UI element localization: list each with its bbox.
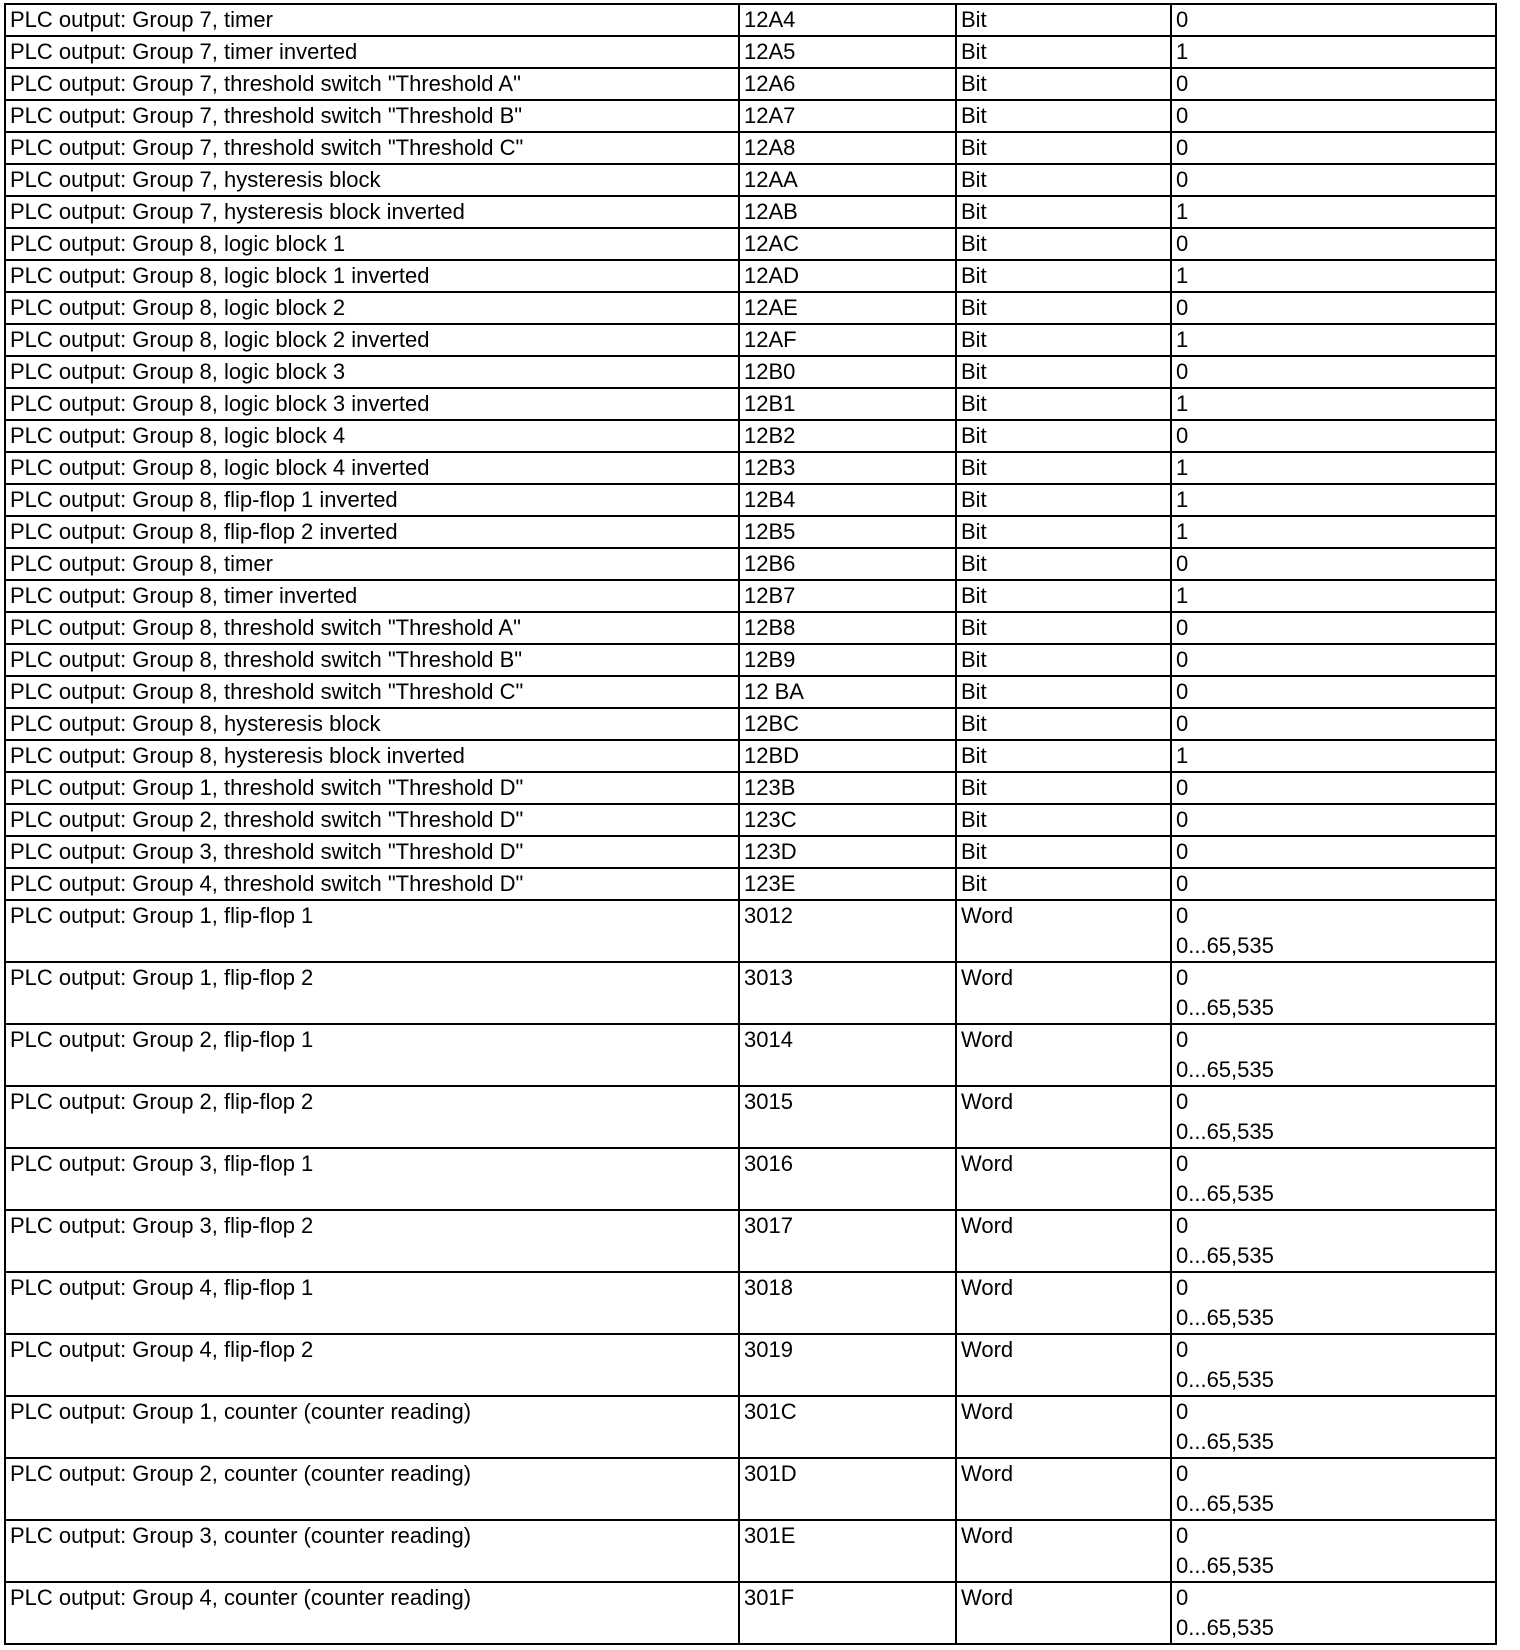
value-cell	[1171, 1334, 1496, 1396]
default-value: 1	[1176, 455, 1189, 480]
data-type-cell: Word	[956, 1148, 1171, 1210]
table-row	[5, 676, 1496, 708]
default-value: 0	[1176, 103, 1189, 128]
data-type-cell: Bit	[956, 420, 1171, 452]
data-type-cell: Bit	[956, 356, 1171, 388]
default-value: 0	[1176, 1585, 1189, 1610]
data-type-cell: Bit	[956, 676, 1171, 708]
address-cell: 12A5	[739, 36, 956, 68]
default-value: 0	[1176, 7, 1189, 32]
table-row	[5, 548, 1496, 580]
value-range: 0...65,535	[1176, 1243, 1274, 1268]
description-cell: PLC output: Group 8, threshold switch "Threshold C"	[5, 676, 739, 708]
address-cell: 301F	[739, 1582, 956, 1644]
default-value: 0	[1176, 679, 1189, 704]
default-value: 1	[1176, 519, 1189, 544]
data-type-cell: Bit	[956, 132, 1171, 164]
description-cell: PLC output: Group 1, threshold switch "Threshold D"	[5, 772, 739, 804]
table-row	[5, 164, 1496, 196]
default-value: 0	[1176, 871, 1189, 896]
table-row	[5, 388, 1496, 420]
value-cell	[1171, 228, 1496, 260]
value-cell	[1171, 900, 1496, 962]
data-type-cell: Bit	[956, 196, 1171, 228]
value-range: 0...65,535	[1176, 1181, 1274, 1206]
data-type-cell: Bit	[956, 292, 1171, 324]
value-range: 0...65,535	[1176, 1057, 1274, 1082]
data-type-cell: Bit	[956, 388, 1171, 420]
data-type-cell: Bit	[956, 644, 1171, 676]
data-type-cell: Bit	[956, 68, 1171, 100]
table-row	[5, 1582, 1496, 1644]
description-cell: PLC output: Group 7, timer	[5, 4, 739, 36]
value-cell	[1171, 1582, 1496, 1644]
default-value: 1	[1176, 583, 1189, 608]
table-row	[5, 1334, 1496, 1396]
description-cell: PLC output: Group 3, flip-flop 1	[5, 1148, 739, 1210]
table-row	[5, 1086, 1496, 1148]
address-cell: 12B1	[739, 388, 956, 420]
data-type-cell: Word	[956, 1210, 1171, 1272]
default-value: 0	[1176, 1027, 1189, 1052]
data-type-cell: Word	[956, 1582, 1171, 1644]
table-row	[5, 1396, 1496, 1458]
table-row	[5, 452, 1496, 484]
description-cell: PLC output: Group 8, hysteresis block	[5, 708, 739, 740]
address-cell: 12AF	[739, 324, 956, 356]
description-cell: PLC output: Group 8, threshold switch "Threshold B"	[5, 644, 739, 676]
data-type-cell: Bit	[956, 804, 1171, 836]
address-cell: 12B0	[739, 356, 956, 388]
table-row	[5, 900, 1496, 962]
address-cell: 123C	[739, 804, 956, 836]
table-row	[5, 962, 1496, 1024]
data-type-cell: Bit	[956, 484, 1171, 516]
description-cell: PLC output: Group 8, hysteresis block inverted	[5, 740, 739, 772]
description-cell: PLC output: Group 8, logic block 3	[5, 356, 739, 388]
default-value: 1	[1176, 391, 1189, 416]
default-value: 0	[1176, 1151, 1189, 1176]
address-cell: 12B5	[739, 516, 956, 548]
address-cell: 3014	[739, 1024, 956, 1086]
address-cell: 3019	[739, 1334, 956, 1396]
description-cell: PLC output: Group 1, flip-flop 2	[5, 962, 739, 1024]
address-cell: 301E	[739, 1520, 956, 1582]
description-cell: PLC output: Group 1, flip-flop 1	[5, 900, 739, 962]
description-cell: PLC output: Group 2, threshold switch "Threshold D"	[5, 804, 739, 836]
value-cell	[1171, 868, 1496, 900]
address-cell: 12BD	[739, 740, 956, 772]
address-cell: 3015	[739, 1086, 956, 1148]
table-row	[5, 612, 1496, 644]
address-cell: 301D	[739, 1458, 956, 1520]
table-row	[5, 484, 1496, 516]
default-value: 0	[1176, 359, 1189, 384]
value-cell	[1171, 612, 1496, 644]
description-cell: PLC output: Group 7, timer inverted	[5, 36, 739, 68]
value-cell	[1171, 164, 1496, 196]
table-row	[5, 1024, 1496, 1086]
description-cell: PLC output: Group 7, hysteresis block inverted	[5, 196, 739, 228]
data-type-cell: Bit	[956, 100, 1171, 132]
table-row	[5, 644, 1496, 676]
value-cell	[1171, 1272, 1496, 1334]
address-cell: 12B4	[739, 484, 956, 516]
value-cell	[1171, 644, 1496, 676]
default-value: 0	[1176, 647, 1189, 672]
table-row	[5, 1458, 1496, 1520]
default-value: 0	[1176, 965, 1189, 990]
data-type-cell: Word	[956, 1272, 1171, 1334]
address-cell: 301C	[739, 1396, 956, 1458]
data-type-cell: Word	[956, 1086, 1171, 1148]
description-cell: PLC output: Group 8, logic block 1 inverted	[5, 260, 739, 292]
table-row	[5, 868, 1496, 900]
table-row	[5, 68, 1496, 100]
description-cell: PLC output: Group 1, counter (counter reading)	[5, 1396, 739, 1458]
value-range: 0...65,535	[1176, 1615, 1274, 1640]
value-range: 0...65,535	[1176, 995, 1274, 1020]
table-row	[5, 132, 1496, 164]
table-row	[5, 100, 1496, 132]
value-cell	[1171, 196, 1496, 228]
description-cell: PLC output: Group 8, logic block 2 inverted	[5, 324, 739, 356]
value-cell	[1171, 962, 1496, 1024]
data-type-cell: Bit	[956, 324, 1171, 356]
table-row	[5, 36, 1496, 68]
value-cell	[1171, 36, 1496, 68]
value-cell	[1171, 292, 1496, 324]
address-cell: 12AE	[739, 292, 956, 324]
address-cell: 12B9	[739, 644, 956, 676]
address-cell: 12B6	[739, 548, 956, 580]
table-row	[5, 228, 1496, 260]
default-value: 0	[1176, 711, 1189, 736]
table-row	[5, 708, 1496, 740]
address-cell: 12BC	[739, 708, 956, 740]
table-row	[5, 324, 1496, 356]
address-cell: 3018	[739, 1272, 956, 1334]
description-cell: PLC output: Group 8, logic block 4 inverted	[5, 452, 739, 484]
default-value: 0	[1176, 615, 1189, 640]
address-cell: 12A8	[739, 132, 956, 164]
value-range: 0...65,535	[1176, 1553, 1274, 1578]
default-value: 0	[1176, 903, 1189, 928]
value-range: 0...65,535	[1176, 1367, 1274, 1392]
data-type-cell: Word	[956, 1334, 1171, 1396]
data-type-cell: Bit	[956, 516, 1171, 548]
data-type-cell: Bit	[956, 4, 1171, 36]
table-row	[5, 1148, 1496, 1210]
default-value: 0	[1176, 1461, 1189, 1486]
value-cell	[1171, 68, 1496, 100]
default-value: 0	[1176, 1399, 1189, 1424]
address-cell: 12B8	[739, 612, 956, 644]
table-row	[5, 1272, 1496, 1334]
default-value: 0	[1176, 1523, 1189, 1548]
address-cell: 12B2	[739, 420, 956, 452]
data-type-cell: Bit	[956, 548, 1171, 580]
data-type-cell: Bit	[956, 580, 1171, 612]
description-cell: PLC output: Group 4, threshold switch "Threshold D"	[5, 868, 739, 900]
default-value: 1	[1176, 199, 1189, 224]
value-cell	[1171, 548, 1496, 580]
address-cell: 3016	[739, 1148, 956, 1210]
data-type-cell: Word	[956, 1396, 1171, 1458]
description-cell: PLC output: Group 8, logic block 3 inverted	[5, 388, 739, 420]
default-value: 0	[1176, 1337, 1189, 1362]
value-cell	[1171, 708, 1496, 740]
value-cell	[1171, 484, 1496, 516]
default-value: 1	[1176, 327, 1189, 352]
description-cell: PLC output: Group 7, threshold switch "Threshold B"	[5, 100, 739, 132]
default-value: 0	[1176, 71, 1189, 96]
default-value: 0	[1176, 167, 1189, 192]
value-cell	[1171, 1024, 1496, 1086]
default-value: 0	[1176, 423, 1189, 448]
value-range: 0...65,535	[1176, 1305, 1274, 1330]
default-value: 0	[1176, 807, 1189, 832]
default-value: 0	[1176, 295, 1189, 320]
data-type-cell: Bit	[956, 36, 1171, 68]
value-cell	[1171, 836, 1496, 868]
default-value: 1	[1176, 487, 1189, 512]
default-value: 0	[1176, 231, 1189, 256]
description-cell: PLC output: Group 8, logic block 4	[5, 420, 739, 452]
table-row	[5, 1210, 1496, 1272]
value-cell	[1171, 772, 1496, 804]
description-cell: PLC output: Group 8, timer inverted	[5, 580, 739, 612]
default-value: 0	[1176, 839, 1189, 864]
description-cell: PLC output: Group 7, hysteresis block	[5, 164, 739, 196]
address-cell: 12AD	[739, 260, 956, 292]
description-cell: PLC output: Group 4, counter (counter reading)	[5, 1582, 739, 1644]
value-range: 0...65,535	[1176, 933, 1274, 958]
address-cell: 123B	[739, 772, 956, 804]
value-cell	[1171, 580, 1496, 612]
description-cell: PLC output: Group 8, flip-flop 1 inverted	[5, 484, 739, 516]
default-value: 0	[1176, 551, 1189, 576]
table-row	[5, 1520, 1496, 1582]
table-row	[5, 260, 1496, 292]
address-cell: 3012	[739, 900, 956, 962]
value-cell	[1171, 132, 1496, 164]
table-row	[5, 740, 1496, 772]
table-row	[5, 580, 1496, 612]
value-cell	[1171, 388, 1496, 420]
address-cell: 123E	[739, 868, 956, 900]
data-type-cell: Word	[956, 1458, 1171, 1520]
table-row	[5, 4, 1496, 36]
address-cell: 12A7	[739, 100, 956, 132]
table-row	[5, 196, 1496, 228]
address-cell: 12B3	[739, 452, 956, 484]
table-row	[5, 356, 1496, 388]
value-cell	[1171, 1396, 1496, 1458]
description-cell: PLC output: Group 8, logic block 2	[5, 292, 739, 324]
description-cell: PLC output: Group 4, flip-flop 2	[5, 1334, 739, 1396]
data-type-cell: Bit	[956, 836, 1171, 868]
description-cell: PLC output: Group 7, threshold switch "Threshold A"	[5, 68, 739, 100]
table-body	[5, 4, 1496, 1644]
table-row	[5, 836, 1496, 868]
address-cell: 3013	[739, 962, 956, 1024]
value-cell	[1171, 324, 1496, 356]
address-cell: 12AA	[739, 164, 956, 196]
data-type-cell: Bit	[956, 772, 1171, 804]
default-value: 0	[1176, 775, 1189, 800]
data-type-cell: Bit	[956, 228, 1171, 260]
data-type-cell: Word	[956, 1520, 1171, 1582]
description-cell: PLC output: Group 7, threshold switch "Threshold C"	[5, 132, 739, 164]
value-cell	[1171, 676, 1496, 708]
description-cell: PLC output: Group 8, timer	[5, 548, 739, 580]
data-type-cell: Bit	[956, 708, 1171, 740]
data-type-cell: Bit	[956, 868, 1171, 900]
address-cell: 123D	[739, 836, 956, 868]
value-range: 0...65,535	[1176, 1429, 1274, 1454]
value-cell	[1171, 260, 1496, 292]
table-row	[5, 772, 1496, 804]
description-cell: PLC output: Group 2, flip-flop 1	[5, 1024, 739, 1086]
default-value: 0	[1176, 135, 1189, 160]
table-row	[5, 292, 1496, 324]
address-cell: 12A6	[739, 68, 956, 100]
table-row	[5, 516, 1496, 548]
plc-output-parameter-table	[4, 3, 1497, 1645]
default-value: 1	[1176, 263, 1189, 288]
data-type-cell: Bit	[956, 612, 1171, 644]
value-cell	[1171, 516, 1496, 548]
description-cell: PLC output: Group 4, flip-flop 1	[5, 1272, 739, 1334]
value-cell	[1171, 4, 1496, 36]
description-cell: PLC output: Group 3, flip-flop 2	[5, 1210, 739, 1272]
default-value: 1	[1176, 743, 1189, 768]
description-cell: PLC output: Group 8, flip-flop 2 inverted	[5, 516, 739, 548]
value-cell	[1171, 452, 1496, 484]
data-type-cell: Bit	[956, 164, 1171, 196]
value-cell	[1171, 100, 1496, 132]
value-cell	[1171, 740, 1496, 772]
address-cell: 12B7	[739, 580, 956, 612]
description-cell: PLC output: Group 2, counter (counter reading)	[5, 1458, 739, 1520]
value-cell	[1171, 420, 1496, 452]
data-type-cell: Word	[956, 900, 1171, 962]
description-cell: PLC output: Group 2, flip-flop 2	[5, 1086, 739, 1148]
value-cell	[1171, 1086, 1496, 1148]
default-value: 1	[1176, 39, 1189, 64]
address-cell: 12 BA	[739, 676, 956, 708]
address-cell: 12AC	[739, 228, 956, 260]
value-cell	[1171, 1520, 1496, 1582]
data-type-cell: Word	[956, 962, 1171, 1024]
value-range: 0...65,535	[1176, 1491, 1274, 1516]
data-type-cell: Bit	[956, 740, 1171, 772]
value-cell	[1171, 1210, 1496, 1272]
value-cell	[1171, 1458, 1496, 1520]
value-cell	[1171, 356, 1496, 388]
description-cell: PLC output: Group 8, threshold switch "Threshold A"	[5, 612, 739, 644]
data-type-cell: Bit	[956, 452, 1171, 484]
description-cell: PLC output: Group 8, logic block 1	[5, 228, 739, 260]
address-cell: 3017	[739, 1210, 956, 1272]
description-cell: PLC output: Group 3, counter (counter reading)	[5, 1520, 739, 1582]
value-cell	[1171, 804, 1496, 836]
default-value: 0	[1176, 1089, 1189, 1114]
data-type-cell: Bit	[956, 260, 1171, 292]
data-type-cell: Word	[956, 1024, 1171, 1086]
default-value: 0	[1176, 1213, 1189, 1238]
default-value: 0	[1176, 1275, 1189, 1300]
value-cell	[1171, 1148, 1496, 1210]
address-cell: 12AB	[739, 196, 956, 228]
address-cell: 12A4	[739, 4, 956, 36]
value-range: 0...65,535	[1176, 1119, 1274, 1144]
table-row	[5, 804, 1496, 836]
table-row	[5, 420, 1496, 452]
description-cell: PLC output: Group 3, threshold switch "Threshold D"	[5, 836, 739, 868]
